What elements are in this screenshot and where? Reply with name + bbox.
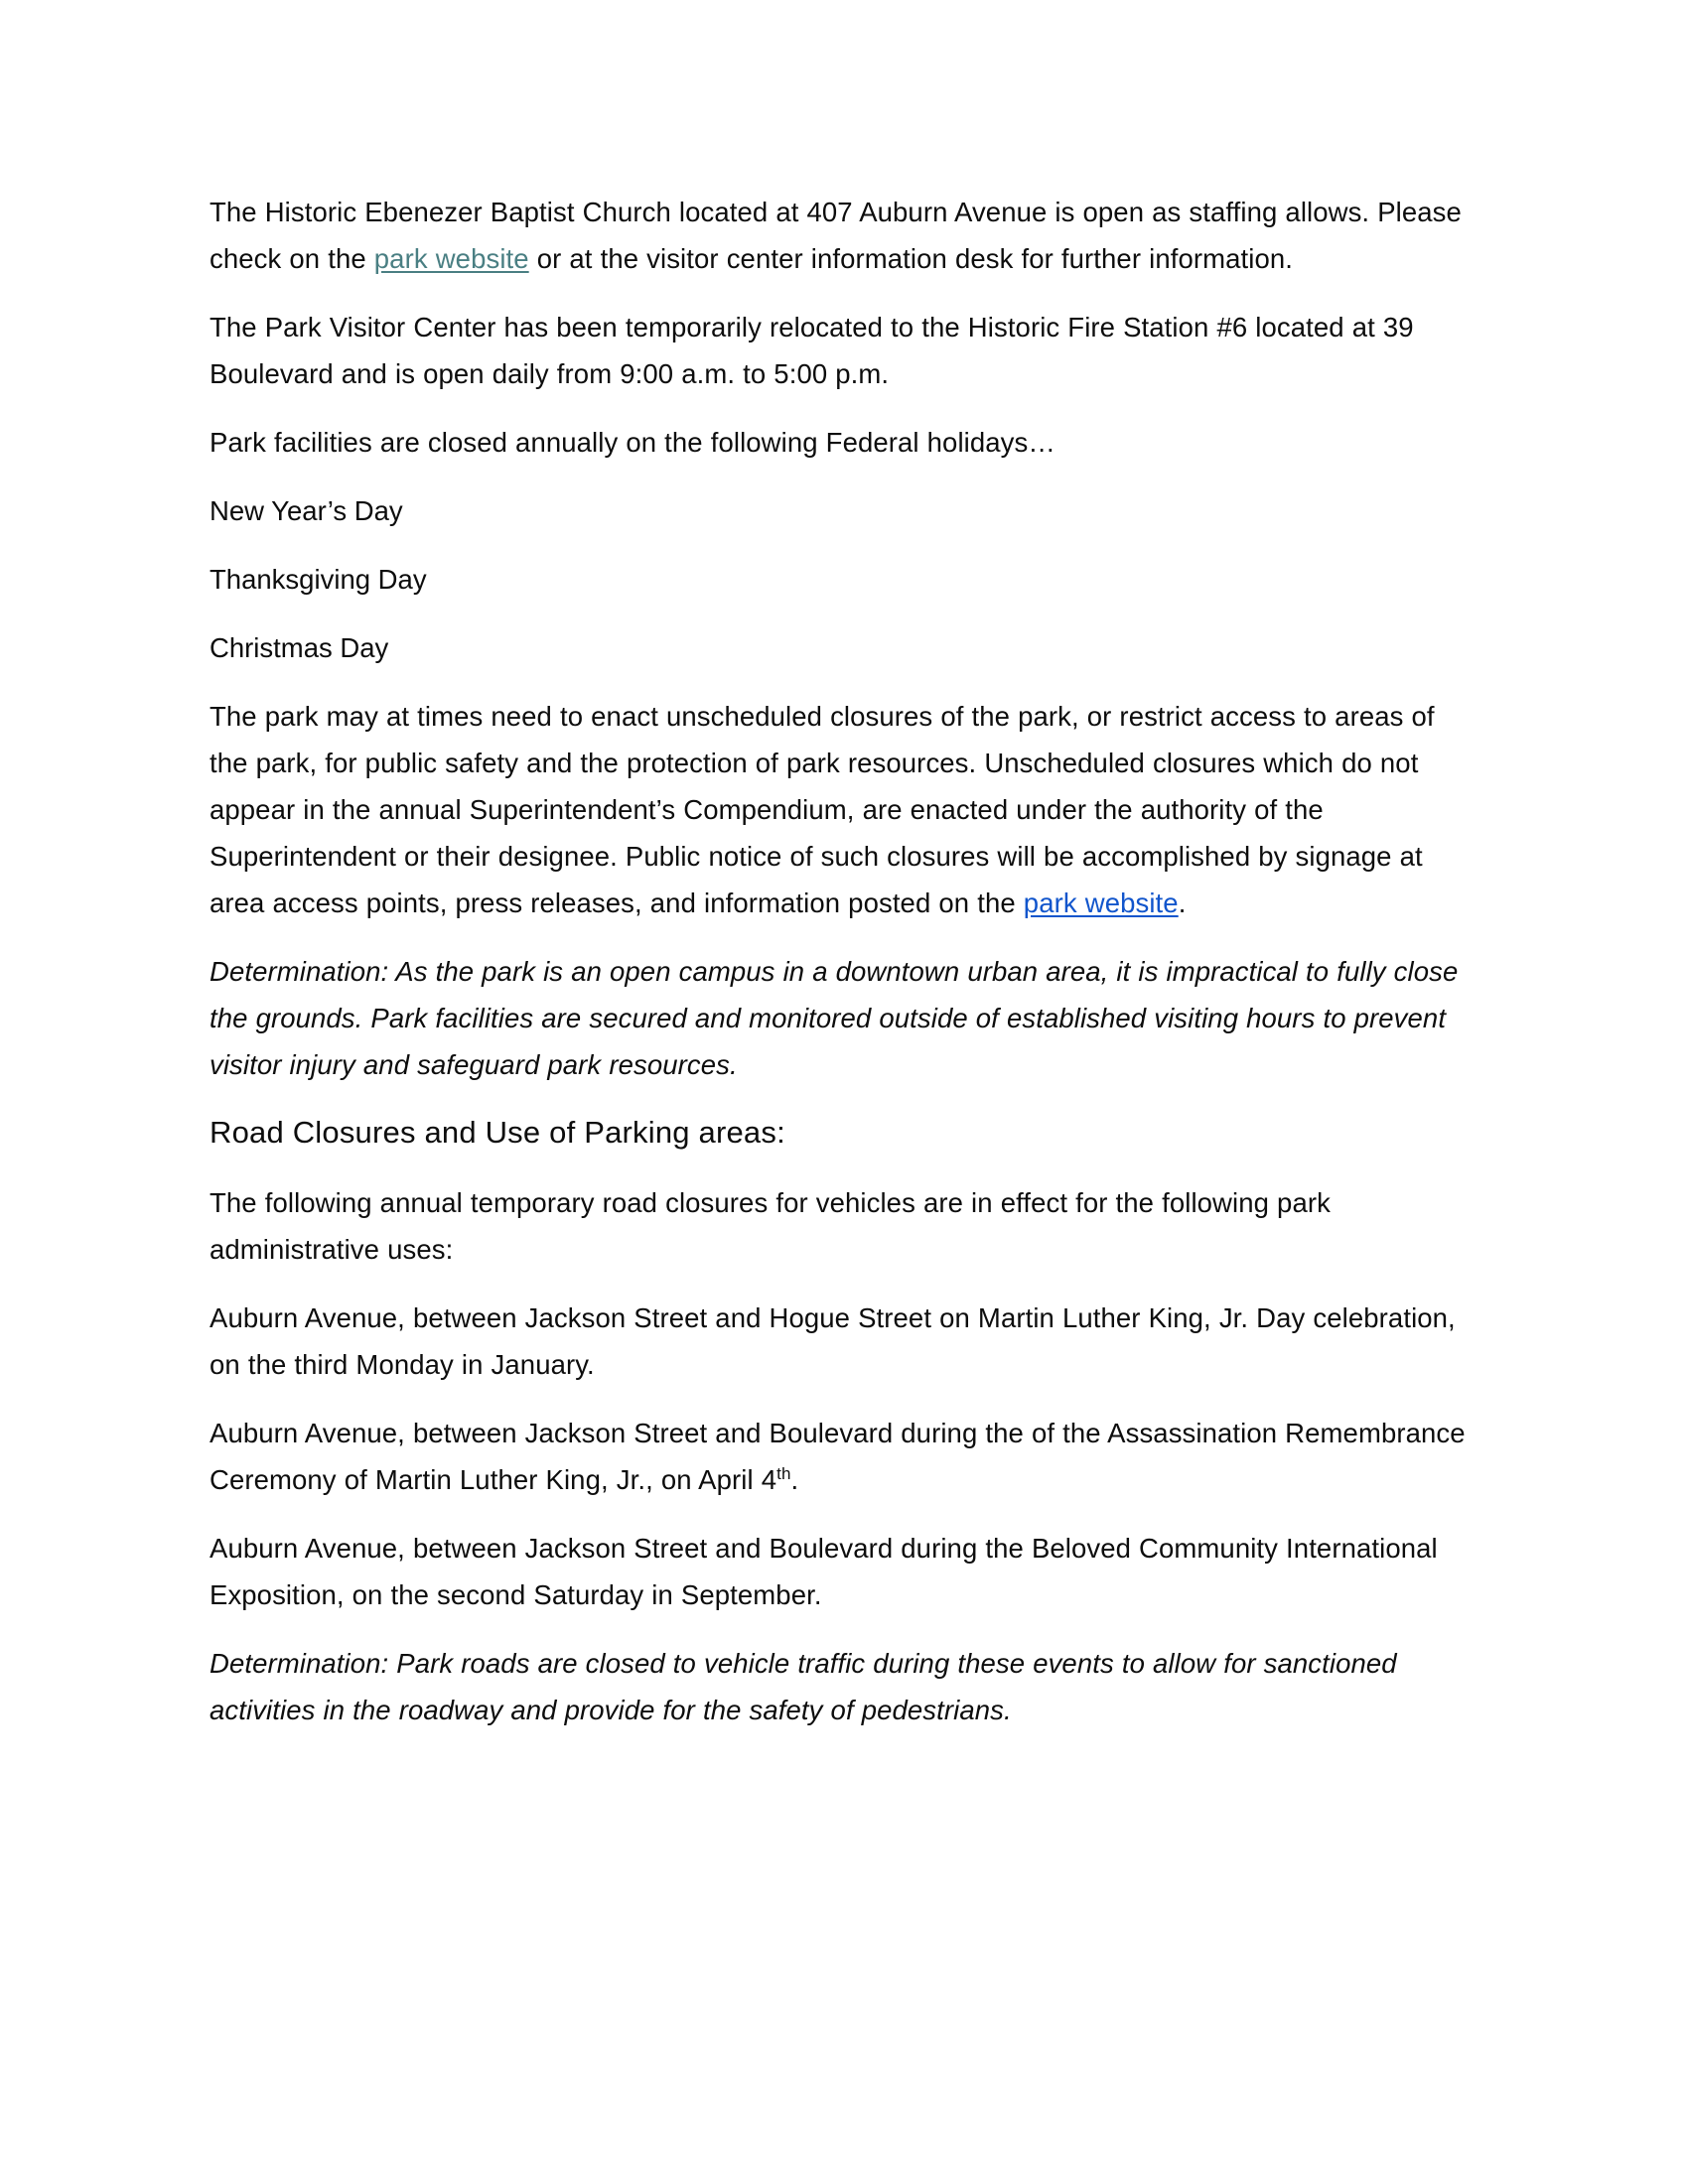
park-website-link-secondary[interactable]: park website — [1023, 887, 1179, 918]
closure-april-period: . — [790, 1464, 799, 1495]
paragraph-ebenezer-church — [210, 189, 1467, 282]
paragraph-ebenezer-text-after-link: or at the visitor center information desk for further information. — [528, 243, 1294, 274]
section-heading-road-closures: Road Closures and Use of Parking areas: — [210, 1115, 785, 1150]
paragraph-ebenezer-text-before-link: The Historic Ebenezer Baptist Church located at 407 Auburn Avenue is open as staffing allows. Please check on the — [210, 197, 1462, 274]
paragraph-unscheduled-closures — [210, 693, 1467, 926]
paragraph-determination-road-closures: Determination: Park roads are closed to vehicle traffic during these events to allow for sanctioned activities in the roadway and provide for the safety of pedestrians. — [210, 1648, 1397, 1725]
paragraph-road-closures-intro: The following annual temporary road closures for vehicles are in effect for the following park administrative uses: — [210, 1187, 1331, 1265]
paragraph-closure-april-fourth — [210, 1410, 1467, 1503]
ordinal-suffix-th: th — [776, 1463, 791, 1483]
paragraph-federal-holidays-intro: Park facilities are closed annually on the following Federal holidays… — [210, 427, 1055, 458]
holiday-list-item-thanksgiving-day: Thanksgiving Day — [210, 564, 427, 595]
paragraph-unscheduled-text-after-link: . — [1178, 887, 1187, 918]
holiday-list-item-new-years-day: New Year’s Day — [210, 495, 403, 526]
park-website-link-primary[interactable]: park website — [373, 243, 529, 274]
paragraph-unscheduled-text-before-link: The park may at times need to enact unscheduled closures of the park, or restrict access to areas of the park, for public safety and the protection of park resources. Unscheduled closures which do not appear in the annual Superintendent’s Compendium, are enacted under the authority of the Superintendent or their designee. Public notice of such closures will be accomplished by signage at area access points, press releases, and information posted on the — [210, 701, 1435, 918]
paragraph-closure-beloved-community: Auburn Avenue, between Jackson Street and Boulevard during the Beloved Community International Exposition, on the second Saturday in September. — [210, 1533, 1438, 1610]
closure-april-text: Auburn Avenue, between Jackson Street and Boulevard during the of the Assassination Remembrance Ceremony of Martin Luther King, Jr., on April 4 — [210, 1418, 1466, 1495]
paragraph-determination-closures: Determination: As the park is an open campus in a downtown urban area, it is impractical to fully close the grounds. Park facilities are secured and monitored outside of established visiting hours to prevent visitor injury and safeguard park resources. — [210, 956, 1459, 1080]
document-body — [210, 189, 1467, 1755]
holiday-list-item-christmas-day: Christmas Day — [210, 632, 389, 663]
paragraph-visitor-center: The Park Visitor Center has been temporarily relocated to the Historic Fire Station #6 located at 39 Boulevard and is open daily from 9:00 a.m. to 5:00 p.m. — [210, 312, 1414, 389]
paragraph-closure-mlk-day: Auburn Avenue, between Jackson Street and Hogue Street on Martin Luther King, Jr. Day celebration, on the third Monday in January. — [210, 1302, 1456, 1380]
